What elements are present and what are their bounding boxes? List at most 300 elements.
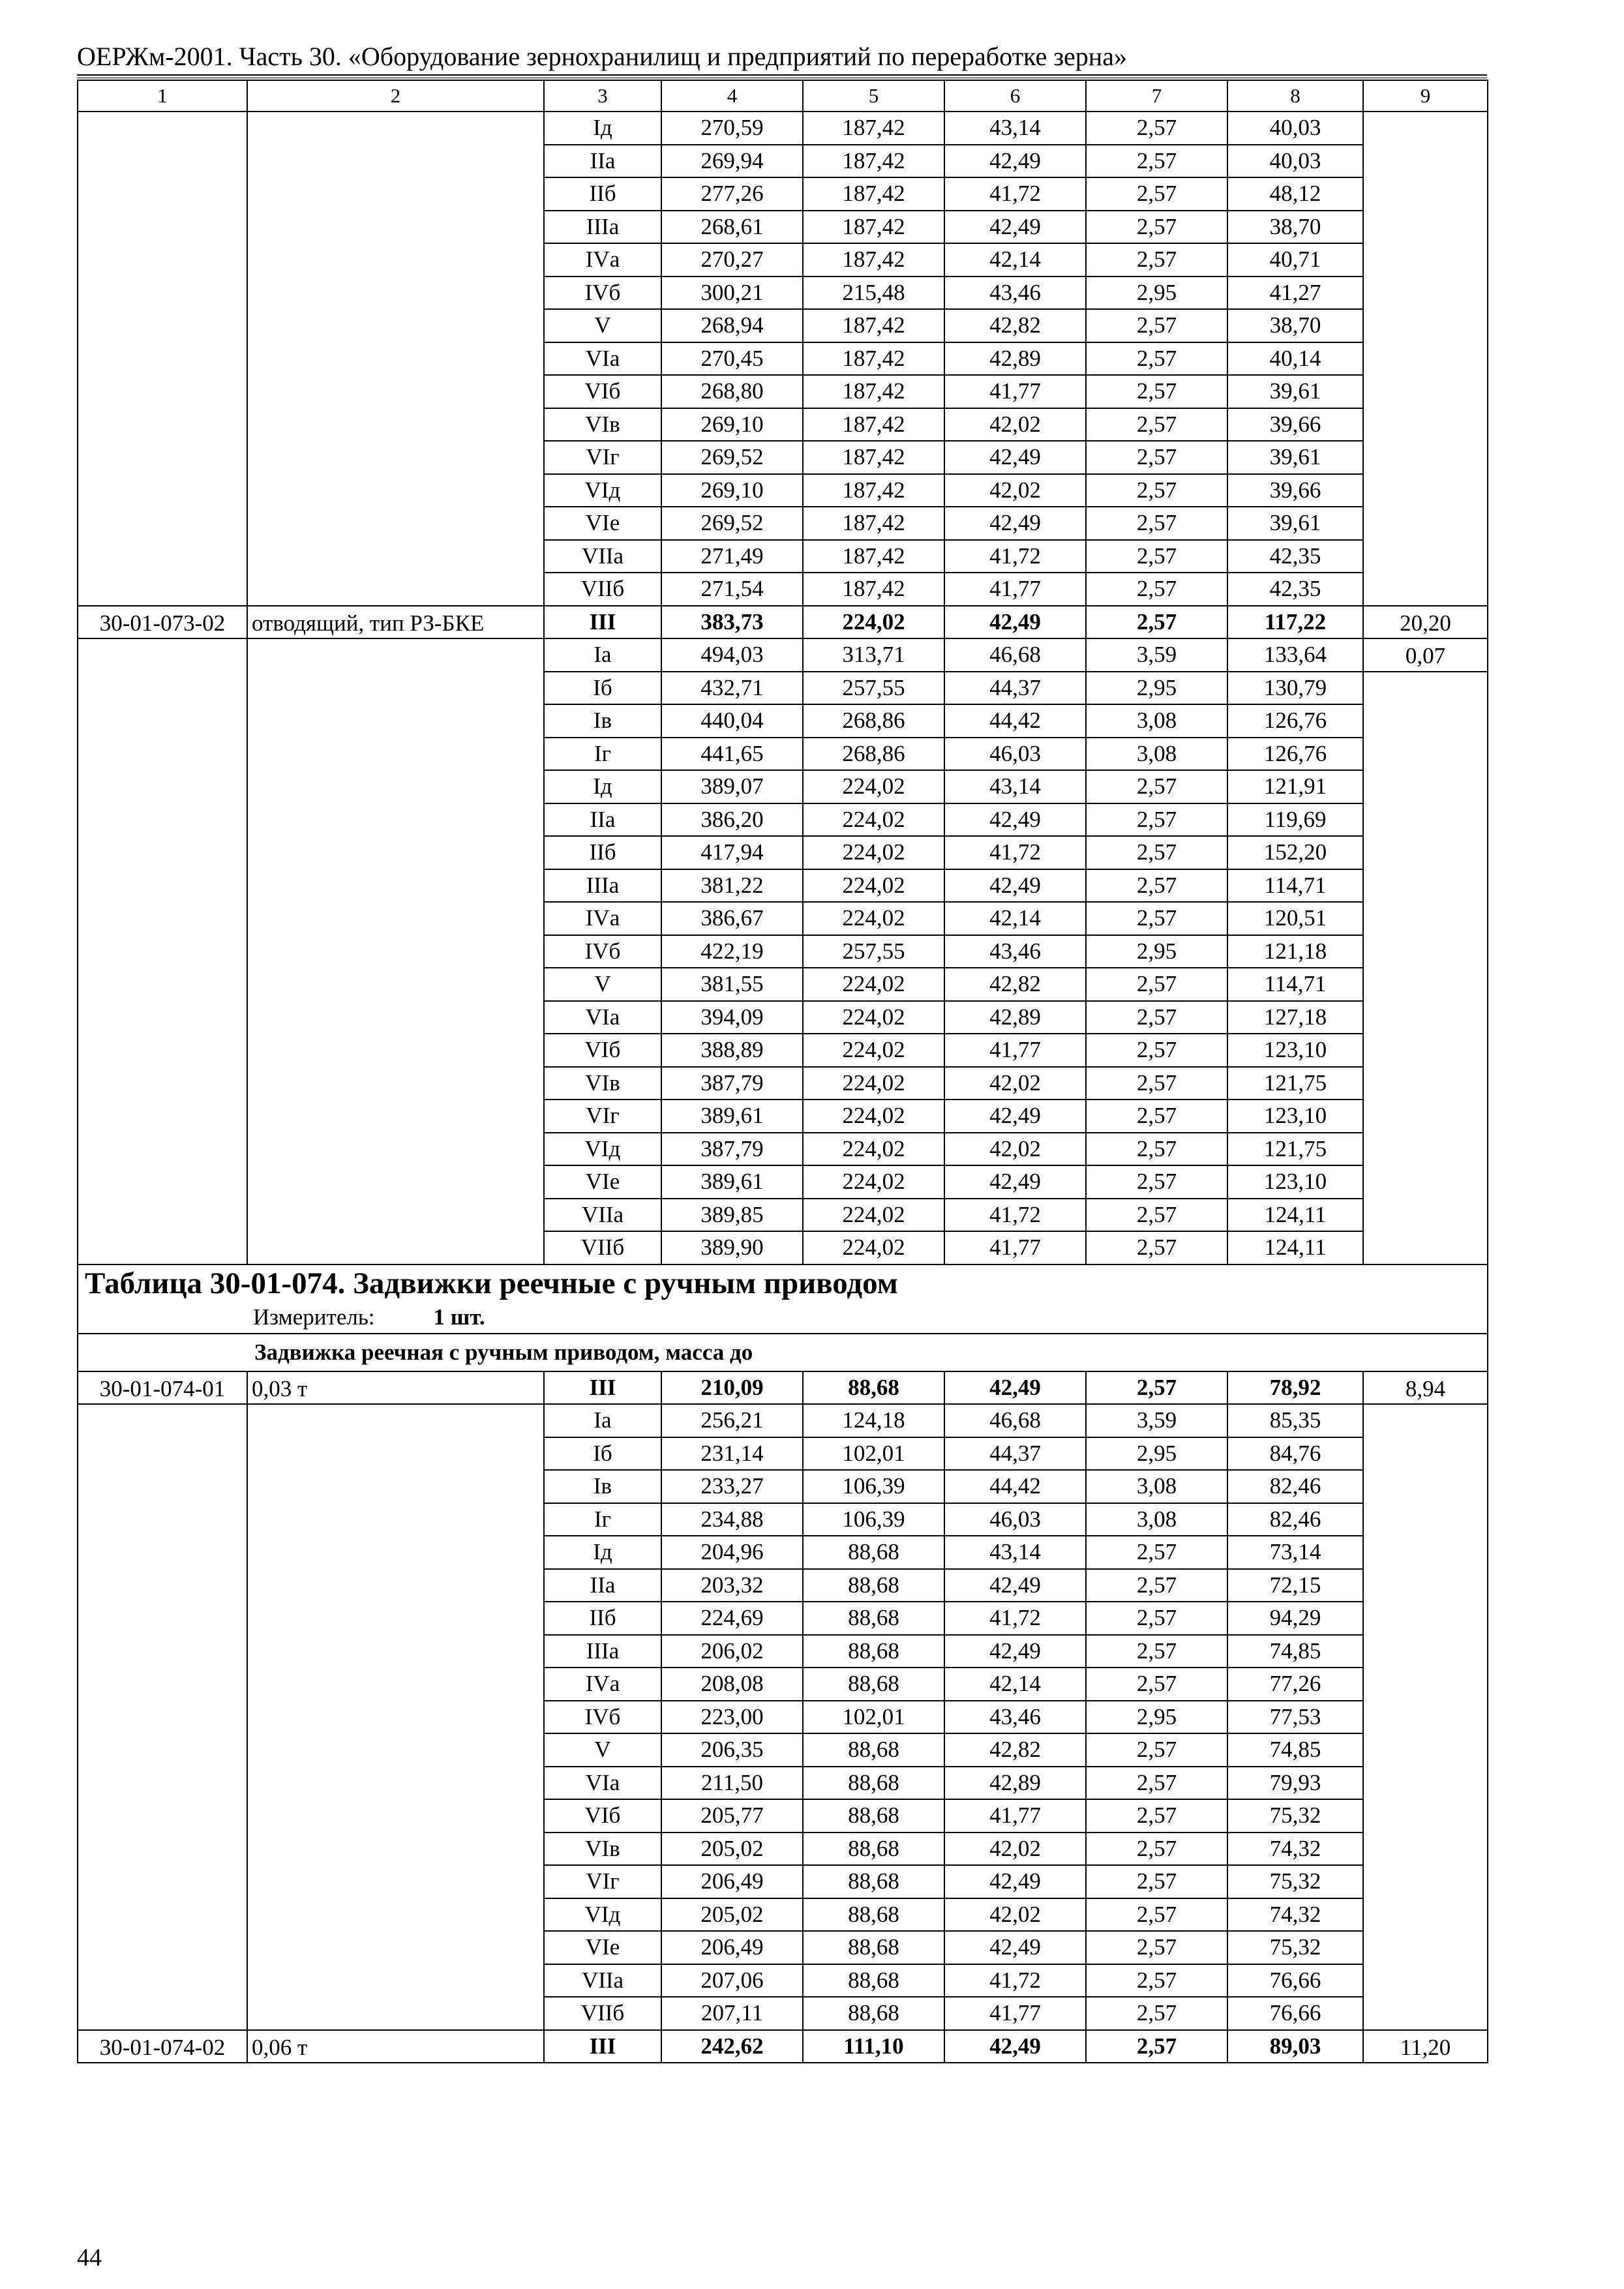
code-cell: [78, 1865, 247, 1898]
total-cost-cell: 204,96: [661, 1536, 803, 1569]
code-cell: [78, 243, 247, 277]
code-cell: [78, 968, 247, 1001]
wages-cell: 224,02: [803, 836, 944, 869]
wages-cell: 88,68: [803, 1997, 944, 2030]
column-number: 1: [78, 80, 247, 112]
table-row: [78, 540, 1488, 573]
table-row: [78, 342, 1488, 376]
table-row: [78, 177, 1488, 211]
table-row: [78, 375, 1488, 408]
materials-cell: 82,46: [1227, 1470, 1363, 1503]
wages-cell: 224,02: [803, 1034, 944, 1067]
materials-cell: 74,32: [1227, 1898, 1363, 1932]
description-cell: [247, 540, 544, 573]
total-cost-cell: 422,19: [661, 935, 803, 968]
machines-cell: 41,72: [944, 1199, 1086, 1232]
materials-cell: 73,14: [1227, 1536, 1363, 1569]
percent-cell: [1363, 342, 1488, 376]
code-cell: [78, 1833, 247, 1866]
percent-cell: [1363, 573, 1488, 606]
machines-cell: 41,72: [944, 1964, 1086, 1997]
machines-cell: 42,49: [944, 1100, 1086, 1133]
zone-cell: VIб: [544, 1034, 661, 1067]
materials-cell: 42,35: [1227, 540, 1363, 573]
wages-cell: 224,02: [803, 1100, 944, 1133]
code-cell: [78, 1199, 247, 1232]
materials-cell: 130,79: [1227, 672, 1363, 705]
wages-cell: 111,10: [803, 2030, 944, 2063]
table-row: [78, 1799, 1488, 1833]
wages-cell: 224,02: [803, 1165, 944, 1199]
code-cell: [78, 441, 247, 474]
table-row: [78, 869, 1488, 903]
machines-cell: 42,14: [944, 902, 1086, 935]
percent-cell: [1363, 770, 1488, 803]
code-cell: [78, 1997, 247, 2030]
description-cell: [247, 1733, 544, 1767]
total-cost-cell: 269,10: [661, 474, 803, 507]
materials-cell: 114,71: [1227, 968, 1363, 1001]
total-cost-cell: 233,27: [661, 1470, 803, 1503]
percent-cell: [1363, 1470, 1488, 1503]
materials-cell: 48,12: [1227, 177, 1363, 211]
percent-cell: [1363, 277, 1488, 310]
machinist-wages-cell: 3,08: [1086, 738, 1227, 771]
machinist-wages-cell: 2,57: [1086, 606, 1227, 639]
total-cost-cell: 386,67: [661, 902, 803, 935]
table-title: Таблица 30-01-074. Задвижки реечные с ручным приводом: [78, 1264, 1488, 1302]
code-cell: [78, 277, 247, 310]
subheading: Задвижка реечная с ручным приводом, масса до: [78, 1334, 1488, 1371]
table-row: [78, 145, 1488, 178]
machines-cell: 42,49: [944, 1931, 1086, 1964]
code-cell: [78, 1470, 247, 1503]
wages-cell: 224,02: [803, 968, 944, 1001]
zone-cell: Iд: [544, 112, 661, 145]
percent-cell: [1363, 1833, 1488, 1866]
table-row: [78, 935, 1488, 968]
percent-cell: [1363, 902, 1488, 935]
description-cell: [247, 672, 544, 705]
zone-cell: Iб: [544, 672, 661, 705]
rate-code: 30-01-074-01: [78, 1371, 247, 1405]
total-cost-cell: 206,49: [661, 1865, 803, 1898]
wages-cell: 313,71: [803, 638, 944, 672]
materials-cell: 74,85: [1227, 1733, 1363, 1767]
wages-cell: 88,68: [803, 1767, 944, 1800]
zone-cell: VIIб: [544, 1231, 661, 1264]
table-row: [78, 309, 1488, 342]
materials-cell: 117,22: [1227, 606, 1363, 639]
table-row: [78, 1635, 1488, 1668]
zone-cell: V: [544, 309, 661, 342]
code-cell: [78, 112, 247, 145]
zone-cell: Iг: [544, 1503, 661, 1536]
percent-cell: [1363, 309, 1488, 342]
table-row: [78, 243, 1488, 277]
table-row: [78, 672, 1488, 705]
table-body: [78, 80, 1488, 2063]
wages-cell: 88,68: [803, 1865, 944, 1898]
table-row: [78, 803, 1488, 837]
machinist-wages-cell: 2,57: [1086, 1133, 1227, 1166]
percent-cell: [1363, 1733, 1488, 1767]
zone-cell: Iа: [544, 1404, 661, 1437]
code-cell: [78, 211, 247, 244]
total-cost-cell: 388,89: [661, 1034, 803, 1067]
description-cell: [247, 1964, 544, 1997]
total-cost-cell: 269,52: [661, 507, 803, 540]
wages-cell: 102,01: [803, 1701, 944, 1734]
table-row: [78, 1602, 1488, 1635]
machines-cell: 42,82: [944, 1733, 1086, 1767]
percent-cell: [1363, 738, 1488, 771]
code-cell: [78, 1964, 247, 1997]
percent-cell: [1363, 1668, 1488, 1701]
code-cell: [78, 1100, 247, 1133]
machinist-wages-cell: 2,57: [1086, 1536, 1227, 1569]
description-cell: [247, 1199, 544, 1232]
description-cell: [247, 375, 544, 408]
wages-cell: 187,42: [803, 573, 944, 606]
table-row: [78, 738, 1488, 771]
description-cell: [247, 738, 544, 771]
zone-cell: IIа: [544, 803, 661, 837]
rates-table: [77, 80, 1488, 2063]
description-cell: [247, 1799, 544, 1833]
code-cell: [78, 1404, 247, 1437]
machines-cell: 44,42: [944, 704, 1086, 738]
percent-cell: [1363, 1767, 1488, 1800]
machinist-wages-cell: 2,57: [1086, 408, 1227, 441]
materials-cell: 84,76: [1227, 1437, 1363, 1471]
column-number: 3: [544, 80, 661, 112]
total-cost-cell: 271,54: [661, 573, 803, 606]
wages-cell: 224,02: [803, 1001, 944, 1034]
materials-cell: 123,10: [1227, 1165, 1363, 1199]
materials-cell: 123,10: [1227, 1100, 1363, 1133]
wages-cell: 88,68: [803, 1536, 944, 1569]
description-cell: [247, 968, 544, 1001]
description-cell: [247, 1503, 544, 1536]
wages-cell: 187,42: [803, 177, 944, 211]
machines-cell: 42,02: [944, 474, 1086, 507]
machinist-wages-cell: 2,57: [1086, 1602, 1227, 1635]
machines-cell: 44,42: [944, 1470, 1086, 1503]
percent-cell: 0,07: [1363, 638, 1488, 672]
table-row: [78, 902, 1488, 935]
machines-cell: 42,49: [944, 803, 1086, 837]
total-cost-cell: 269,52: [661, 441, 803, 474]
wages-cell: 187,42: [803, 309, 944, 342]
table-row: [78, 1437, 1488, 1471]
percent-cell: [1363, 1199, 1488, 1232]
materials-cell: 40,03: [1227, 145, 1363, 178]
machinist-wages-cell: 2,57: [1086, 1231, 1227, 1264]
materials-cell: 133,64: [1227, 638, 1363, 672]
wages-cell: 224,02: [803, 902, 944, 935]
machinist-wages-cell: 2,57: [1086, 1165, 1227, 1199]
zone-cell: Iд: [544, 1536, 661, 1569]
machines-cell: 44,37: [944, 1437, 1086, 1471]
total-cost-cell: 381,22: [661, 869, 803, 903]
code-cell: [78, 1165, 247, 1199]
total-cost-cell: 206,49: [661, 1931, 803, 1964]
table-row: [78, 968, 1488, 1001]
zone-cell: VIв: [544, 1833, 661, 1866]
rate-description: 0,03 т: [247, 1371, 544, 1405]
table-row: [78, 211, 1488, 244]
table-row: [78, 573, 1488, 606]
machinist-wages-cell: 2,57: [1086, 2030, 1227, 2063]
table-row: [78, 1404, 1488, 1437]
total-cost-cell: 206,35: [661, 1733, 803, 1767]
description-cell: [247, 342, 544, 376]
materials-cell: 121,18: [1227, 935, 1363, 968]
wages-cell: 224,02: [803, 869, 944, 903]
table-row: [78, 1001, 1488, 1034]
percent-cell: [1363, 1931, 1488, 1964]
table-row: [78, 507, 1488, 540]
percent-cell: 11,20: [1363, 2030, 1488, 2063]
percent-cell: [1363, 441, 1488, 474]
machines-cell: 42,49: [944, 1165, 1086, 1199]
measure-row: [78, 1302, 1488, 1334]
machines-cell: 43,46: [944, 935, 1086, 968]
materials-cell: 77,53: [1227, 1701, 1363, 1734]
description-cell: [247, 869, 544, 903]
percent-cell: [1363, 1404, 1488, 1437]
machinist-wages-cell: 2,57: [1086, 474, 1227, 507]
total-cost-cell: 271,49: [661, 540, 803, 573]
materials-cell: 75,32: [1227, 1931, 1363, 1964]
zone-cell: VIд: [544, 474, 661, 507]
percent-cell: [1363, 968, 1488, 1001]
total-cost-cell: 256,21: [661, 1404, 803, 1437]
wages-cell: 224,02: [803, 803, 944, 837]
machinist-wages-cell: 2,57: [1086, 902, 1227, 935]
materials-cell: 121,91: [1227, 770, 1363, 803]
wages-cell: 187,42: [803, 507, 944, 540]
wages-cell: 88,68: [803, 1833, 944, 1866]
machinist-wages-cell: 2,95: [1086, 935, 1227, 968]
code-cell: [78, 145, 247, 178]
percent-cell: [1363, 704, 1488, 738]
machinist-wages-cell: 2,57: [1086, 1199, 1227, 1232]
wages-cell: 187,42: [803, 342, 944, 376]
column-number: 8: [1227, 80, 1363, 112]
total-cost-cell: 387,79: [661, 1133, 803, 1166]
machinist-wages-cell: 2,57: [1086, 1865, 1227, 1898]
machines-cell: 41,72: [944, 540, 1086, 573]
total-cost-cell: 394,09: [661, 1001, 803, 1034]
percent-cell: 20,20: [1363, 606, 1488, 639]
materials-cell: 89,03: [1227, 2030, 1363, 2063]
zone-cell: IIа: [544, 145, 661, 178]
page-number: 44: [77, 2244, 102, 2271]
total-cost-cell: 277,26: [661, 177, 803, 211]
zone-cell: IVа: [544, 1668, 661, 1701]
table-row: [78, 1997, 1488, 2030]
machinist-wages-cell: 2,57: [1086, 309, 1227, 342]
wages-cell: 187,42: [803, 243, 944, 277]
percent-cell: [1363, 1503, 1488, 1536]
table-row: [78, 2030, 1488, 2063]
materials-cell: 74,32: [1227, 1833, 1363, 1866]
machinist-wages-cell: 2,95: [1086, 672, 1227, 705]
percent-cell: [1363, 935, 1488, 968]
materials-cell: 39,61: [1227, 375, 1363, 408]
total-cost-cell: 268,80: [661, 375, 803, 408]
machinist-wages-cell: 2,57: [1086, 211, 1227, 244]
materials-cell: 76,66: [1227, 1964, 1363, 1997]
machines-cell: 42,49: [944, 606, 1086, 639]
code-cell: [78, 474, 247, 507]
wages-cell: 187,42: [803, 474, 944, 507]
percent-cell: [1363, 803, 1488, 837]
code-cell: [78, 902, 247, 935]
machinist-wages-cell: 2,57: [1086, 869, 1227, 903]
description-cell: [247, 836, 544, 869]
materials-cell: 75,32: [1227, 1865, 1363, 1898]
description-cell: [247, 1635, 544, 1668]
zone-cell: Iа: [544, 638, 661, 672]
wages-cell: 88,68: [803, 1799, 944, 1833]
machines-cell: 42,49: [944, 1865, 1086, 1898]
total-cost-cell: 432,71: [661, 672, 803, 705]
code-cell: [78, 1536, 247, 1569]
total-cost-cell: 242,62: [661, 2030, 803, 2063]
materials-cell: 120,51: [1227, 902, 1363, 935]
total-cost-cell: 389,61: [661, 1165, 803, 1199]
machinist-wages-cell: 3,08: [1086, 704, 1227, 738]
column-number: 5: [803, 80, 944, 112]
machines-cell: 41,77: [944, 375, 1086, 408]
description-cell: [247, 1865, 544, 1898]
total-cost-cell: 389,61: [661, 1100, 803, 1133]
description-cell: [247, 211, 544, 244]
zone-cell: VIа: [544, 342, 661, 376]
zone-cell: VIе: [544, 1931, 661, 1964]
code-cell: [78, 309, 247, 342]
materials-cell: 40,71: [1227, 243, 1363, 277]
table-row: [78, 1371, 1488, 1405]
description-cell: [247, 1668, 544, 1701]
table-row: [78, 1865, 1488, 1898]
description-cell: [247, 1833, 544, 1866]
total-cost-cell: 207,06: [661, 1964, 803, 1997]
machines-cell: 41,77: [944, 1997, 1086, 2030]
code-cell: [78, 1569, 247, 1602]
table-row: [78, 1470, 1488, 1503]
description-cell: [247, 474, 544, 507]
machinist-wages-cell: 2,57: [1086, 342, 1227, 376]
machinist-wages-cell: 2,57: [1086, 1668, 1227, 1701]
total-cost-cell: 300,21: [661, 277, 803, 310]
machinist-wages-cell: 2,57: [1086, 1034, 1227, 1067]
materials-cell: 38,70: [1227, 211, 1363, 244]
machines-cell: 42,14: [944, 1668, 1086, 1701]
zone-cell: Iб: [544, 1437, 661, 1471]
materials-cell: 39,66: [1227, 408, 1363, 441]
code-cell: [78, 836, 247, 869]
total-cost-cell: 205,77: [661, 1799, 803, 1833]
description-cell: [247, 1404, 544, 1437]
percent-cell: [1363, 1997, 1488, 2030]
materials-cell: 94,29: [1227, 1602, 1363, 1635]
table-row: [78, 441, 1488, 474]
table-row: [78, 1034, 1488, 1067]
zone-cell: VIг: [544, 441, 661, 474]
machinist-wages-cell: 2,57: [1086, 1898, 1227, 1932]
zone-cell: IIIа: [544, 1635, 661, 1668]
rate-code: 30-01-073-02: [78, 606, 247, 639]
machinist-wages-cell: 2,57: [1086, 1067, 1227, 1100]
rate-description: 0,06 т: [247, 2030, 544, 2063]
materials-cell: 39,66: [1227, 474, 1363, 507]
machines-cell: 42,49: [944, 869, 1086, 903]
percent-cell: [1363, 672, 1488, 705]
column-number: 4: [661, 80, 803, 112]
percent-cell: [1363, 540, 1488, 573]
machines-cell: 42,89: [944, 1001, 1086, 1034]
machines-cell: 43,14: [944, 112, 1086, 145]
table-row: [78, 1231, 1488, 1264]
machinist-wages-cell: 2,57: [1086, 1997, 1227, 2030]
column-number: 9: [1363, 80, 1488, 112]
percent-cell: [1363, 1100, 1488, 1133]
materials-cell: 39,61: [1227, 441, 1363, 474]
wages-cell: 187,42: [803, 441, 944, 474]
code-cell: [78, 1931, 247, 1964]
total-cost-cell: 389,90: [661, 1231, 803, 1264]
machines-cell: 42,82: [944, 968, 1086, 1001]
materials-cell: 82,46: [1227, 1503, 1363, 1536]
machines-cell: 46,03: [944, 1503, 1086, 1536]
zone-cell: VIIа: [544, 540, 661, 573]
description-cell: [247, 1067, 544, 1100]
percent-cell: [1363, 1165, 1488, 1199]
zone-cell: IIб: [544, 836, 661, 869]
rate-description: отводящий, тип РЗ-БКЕ: [247, 606, 544, 639]
machinist-wages-cell: 2,57: [1086, 573, 1227, 606]
wages-cell: 187,42: [803, 375, 944, 408]
wages-cell: 106,39: [803, 1470, 944, 1503]
table-row: [78, 112, 1488, 145]
materials-cell: 121,75: [1227, 1067, 1363, 1100]
zone-cell: V: [544, 968, 661, 1001]
wages-cell: 257,55: [803, 935, 944, 968]
zone-cell: III: [544, 2030, 661, 2063]
materials-cell: 127,18: [1227, 1001, 1363, 1034]
wages-cell: 224,02: [803, 1067, 944, 1100]
code-cell: [78, 1767, 247, 1800]
rate-code: 30-01-074-02: [78, 2030, 247, 2063]
machinist-wages-cell: 2,57: [1086, 1833, 1227, 1866]
header-rule: [77, 74, 1487, 76]
table-row: [78, 606, 1488, 639]
zone-cell: VIа: [544, 1001, 661, 1034]
code-cell: [78, 177, 247, 211]
table-row: [78, 704, 1488, 738]
total-cost-cell: 269,94: [661, 145, 803, 178]
machines-cell: 41,72: [944, 836, 1086, 869]
description-cell: [247, 1569, 544, 1602]
machines-cell: 42,02: [944, 408, 1086, 441]
machines-cell: 44,37: [944, 672, 1086, 705]
percent-cell: [1363, 1799, 1488, 1833]
machinist-wages-cell: 2,57: [1086, 375, 1227, 408]
